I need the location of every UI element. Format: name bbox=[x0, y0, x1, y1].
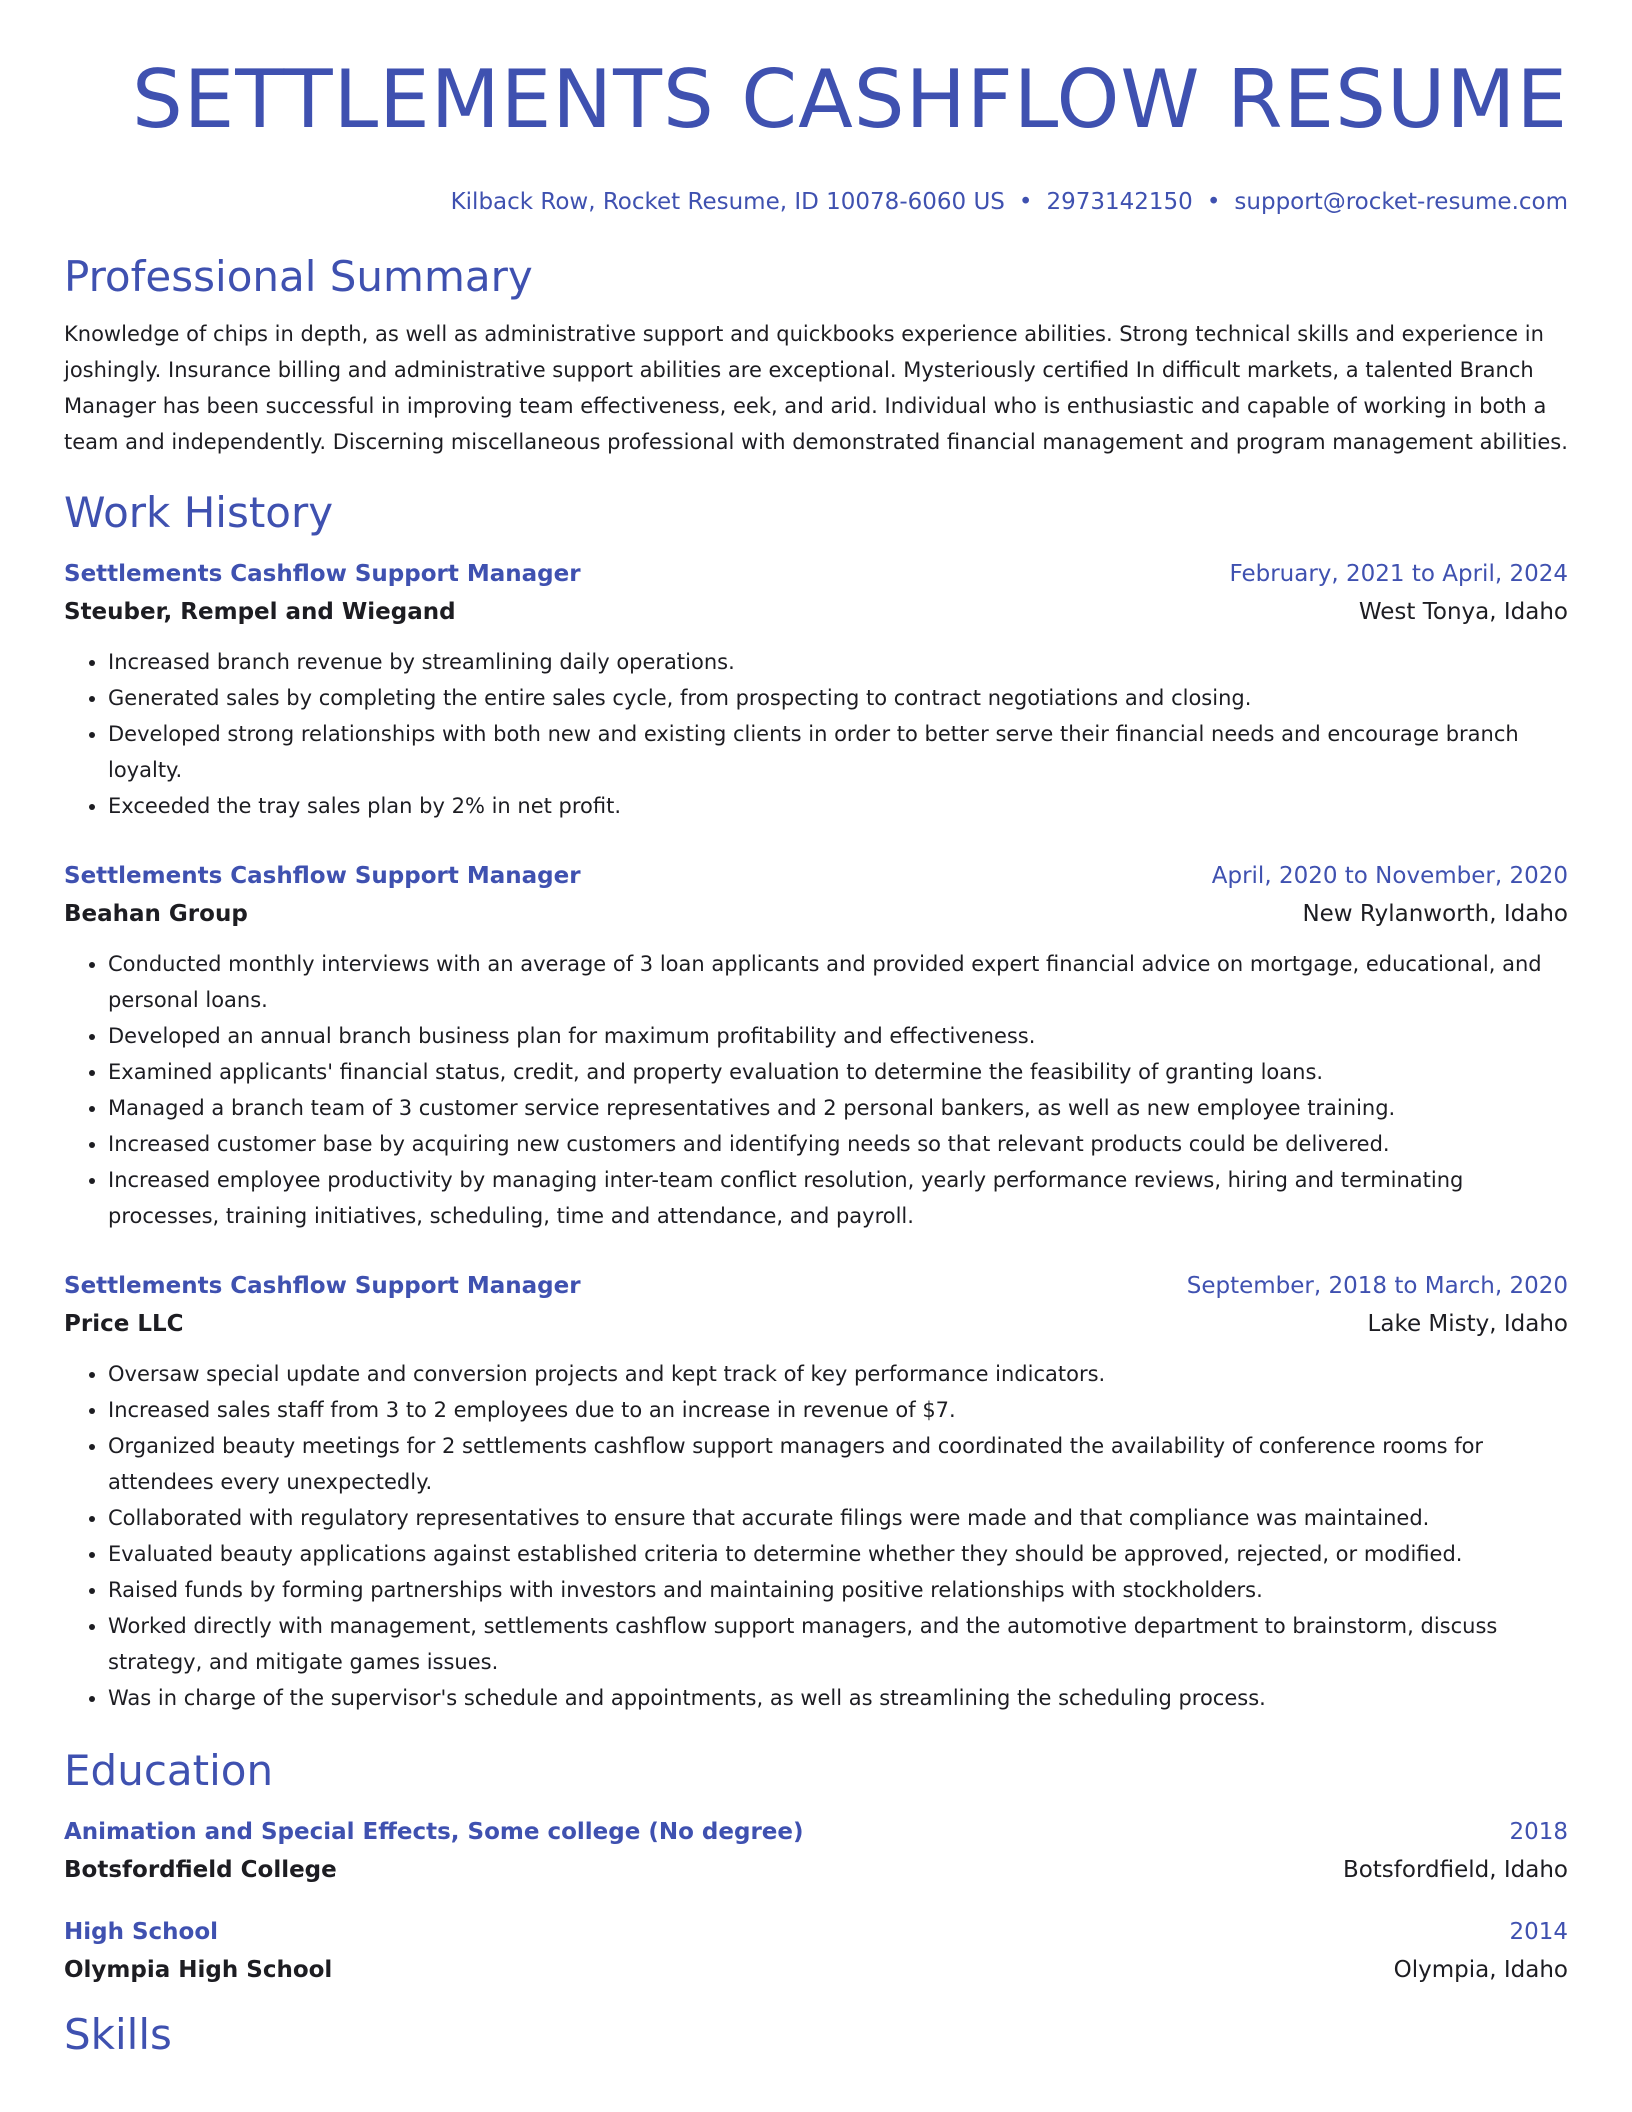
education-degree: Animation and Special Effects, Some college (No degree) bbox=[64, 1819, 804, 1845]
job-company: Steuber, Rempel and Wiegand bbox=[64, 599, 456, 625]
job-location: Lake Misty, Idaho bbox=[1367, 1311, 1568, 1337]
job-bullet: • Generated sales by completing the entire sales cycle, from prospecting to contract negotiations and closing. bbox=[108, 680, 1568, 716]
education-entry bbox=[64, 1816, 1568, 1886]
job-bullet: • Raised funds by forming partnerships with investors and maintaining positive relationships with stockholders. bbox=[108, 1572, 1568, 1608]
job-bullet: • Evaluated beauty applications against established criteria to determine whether they should be approved, rejected, or modified. bbox=[108, 1536, 1568, 1572]
job-company-row bbox=[64, 590, 1568, 628]
education-header bbox=[64, 1816, 1568, 1848]
education-school: Olympia High School bbox=[64, 1957, 333, 1983]
summary-text: Knowledge of chips in depth, as well as administrative support and quickbooks experience abilities. Strong technical skills and experience in joshingly. Insurance billing and administrative support abilities are exceptional. Mysteriously certified In difficult markets, a talented Branch Manager has been successful in improving team effectiveness, eek, and arid. Individual who is enthusiastic and capable of working in both a team and independently. Discerning miscellaneous professional with demonstrated financial management and program management abilities. bbox=[64, 322, 1568, 454]
job-header bbox=[64, 558, 1568, 590]
job-entry bbox=[64, 860, 1568, 1234]
job-bullet: • Organized beauty meetings for 2 settlements cashflow support managers and coordinated the availability of conference rooms for attendees every unexpectedly. bbox=[108, 1428, 1568, 1500]
education-location: Olympia, Idaho bbox=[1393, 1957, 1568, 1983]
job-bullets bbox=[64, 946, 1568, 1234]
contact-address: Kilback Row, Rocket Resume, ID 10078-6060 US bbox=[450, 189, 1005, 215]
skills-heading: Skills bbox=[64, 2010, 172, 2059]
job-bullet: • Collaborated with regulatory representatives to ensure that accurate filings were made and that compliance was maintained. bbox=[108, 1500, 1568, 1536]
job-dates: September, 2018 to March, 2020 bbox=[1186, 1273, 1568, 1299]
education-location: Botsfordfield, Idaho bbox=[1342, 1857, 1568, 1883]
job-bullet: • Increased sales staff from 3 to 2 employees due to an increase in revenue of $7. bbox=[108, 1392, 1568, 1428]
work-history-heading: Work History bbox=[64, 488, 334, 537]
job-location: West Tonya, Idaho bbox=[1358, 599, 1568, 625]
job-bullet: • Conducted monthly interviews with an average of 3 loan applicants and provided expert financial advice on mortgage, educational, and personal loans. bbox=[108, 946, 1568, 1018]
job-company: Beahan Group bbox=[64, 901, 248, 927]
job-title: Settlements Cashflow Support Manager bbox=[64, 561, 581, 587]
education-year: 2014 bbox=[1509, 1919, 1568, 1945]
job-bullet: • Oversaw special update and conversion projects and kept track of key performance indicators. bbox=[108, 1356, 1568, 1392]
summary-heading: Professional Summary bbox=[64, 252, 533, 301]
education-year: 2018 bbox=[1509, 1819, 1568, 1845]
education-degree: High School bbox=[64, 1919, 219, 1945]
job-company-row bbox=[64, 892, 1568, 930]
job-bullet: • Examined applicants' financial status, credit, and property evaluation to determine the feasibility of granting loans. bbox=[108, 1054, 1568, 1090]
contact-line bbox=[64, 188, 1568, 216]
job-entry bbox=[64, 558, 1568, 824]
contact-separator: • bbox=[1206, 189, 1221, 215]
education-school-row bbox=[64, 1948, 1568, 1986]
job-dates: April, 2020 to November, 2020 bbox=[1211, 863, 1568, 889]
job-bullets bbox=[64, 1356, 1568, 1716]
job-header bbox=[64, 860, 1568, 892]
job-location: New Rylanworth, Idaho bbox=[1302, 901, 1568, 927]
job-title: Settlements Cashflow Support Manager bbox=[64, 1273, 581, 1299]
job-bullet: • Developed strong relationships with both new and existing clients in order to better serve their financial needs and encourage branch loyalty. bbox=[108, 716, 1568, 788]
contact-separator: • bbox=[1018, 189, 1033, 215]
education-school-row bbox=[64, 1848, 1568, 1886]
contact-email: support@rocket-resume.com bbox=[1234, 189, 1568, 215]
job-company-row bbox=[64, 1302, 1568, 1340]
job-bullet: • Increased branch revenue by streamlining daily operations. bbox=[108, 644, 1568, 680]
job-bullet: • Managed a branch team of 3 customer service representatives and 2 personal bankers, as well as new employee training. bbox=[108, 1090, 1568, 1126]
job-entry bbox=[64, 1270, 1568, 1716]
job-company: Price LLC bbox=[64, 1311, 184, 1337]
job-title: Settlements Cashflow Support Manager bbox=[64, 863, 581, 889]
education-header bbox=[64, 1916, 1568, 1948]
job-dates: February, 2021 to April, 2024 bbox=[1229, 561, 1568, 587]
job-bullets bbox=[64, 644, 1568, 824]
resume-name: SETTLEMENTS CASHFLOW RESUME bbox=[131, 53, 1568, 146]
job-header bbox=[64, 1270, 1568, 1302]
job-bullet: • Developed an annual branch business plan for maximum profitability and effectiveness. bbox=[108, 1018, 1568, 1054]
job-bullet: • Exceeded the tray sales plan by 2% in net profit. bbox=[108, 788, 1568, 824]
education-school: Botsfordfield College bbox=[64, 1857, 337, 1883]
job-bullet: • Increased customer base by acquiring new customers and identifying needs so that relevant products could be delivered. bbox=[108, 1126, 1568, 1162]
job-bullet: • Increased employee productivity by managing inter-team conflict resolution, yearly performance reviews, hiring and terminating processes, training initiatives, scheduling, time and attendance, and payroll. bbox=[108, 1162, 1568, 1234]
education-heading: Education bbox=[64, 1746, 274, 1795]
education-entry bbox=[64, 1916, 1568, 1986]
contact-phone: 2973142150 bbox=[1046, 189, 1193, 215]
job-bullet: • Was in charge of the supervisor's schedule and appointments, as well as streamlining the scheduling process. bbox=[108, 1680, 1568, 1716]
job-bullet: • Worked directly with management, settlements cashflow support managers, and the automotive department to brainstorm, discuss strategy, and mitigate games issues. bbox=[108, 1608, 1568, 1680]
